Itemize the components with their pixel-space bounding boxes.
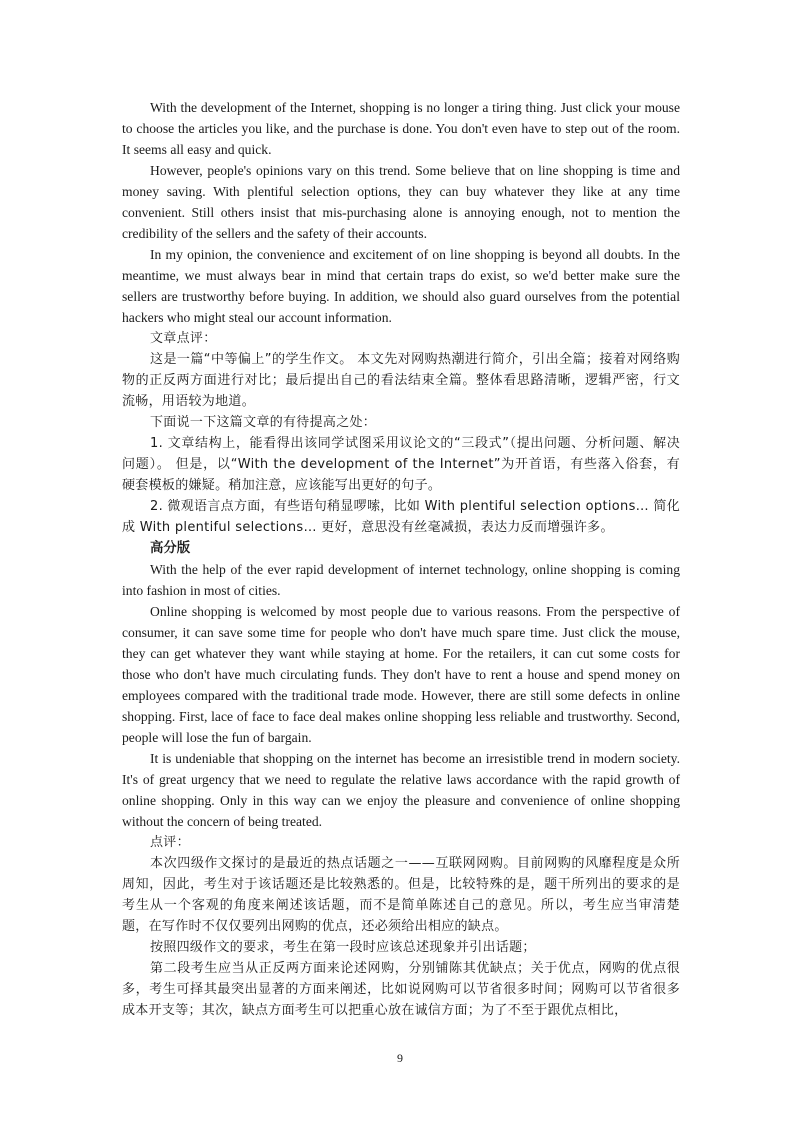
review1-paragraph-4: 2. 微观语言点方面，有些语句稍显啰嗦，比如 With plentiful selection options… 简化成 With plentiful selections… 更好，意思没有丝毫减损，表达力反而增强许多。 — [122, 499, 680, 535]
essay2-paragraph-1: With the help of the ever rapid development of internet technology, online shopping is coming into fashion in most of cities. — [122, 562, 680, 598]
essay2-paragraph-2: Online shopping is welcomed by most people due to various reasons. From the perspective of consumer, it can save some time for people who don't have much spare time. Just click the mouse, they can get whatever they want while staying at home. For the retailers, it can cut some costs for those who don't have much circulating funds. They don't have to rent a house and spend money on employees compared with the traditional trade mode. However, there are still some defects in online shopping. First, lace of face to face deal makes online shopping less reliable and trustworthy. Second, people will lose the fun of bargain. — [122, 604, 680, 745]
essay2-heading: 高分版 — [150, 541, 191, 556]
review1-paragraph-2: 下面说一下这篇文章的有待提高之处： — [150, 415, 377, 430]
document-body — [122, 97, 680, 1021]
essay1-paragraph-3: In my opinion, the convenience and excitement of on line shopping is beyond all doubts. In the meantime, we must always bear in mind that certain traps do exist, so we'd better make sure the sellers are trustworthy before buying. In addition, we should also guard ourselves from the potential hackers who might steal our account information. — [122, 247, 680, 325]
page-number: 9 — [397, 1051, 403, 1065]
review2-paragraph-2: 按照四级作文的要求，考生在第一段时应该总述现象并引出话题； — [150, 940, 536, 955]
review2-paragraph-3: 第二段考生应当从正反两方面来论述网购，分别铺陈其优缺点；关于优点，网购的优点很多，考生可择其最突出显著的方面来阐述，比如说网购可以节省很多时间；网购可以节省很多成本开支等；其次，缺点方面考生可以把重心放在诚信方面；为了不至于跟优点相比， — [122, 961, 680, 1018]
essay1-paragraph-1: With the development of the Internet, shopping is no longer a tiring thing. Just click your mouse to choose the articles you like, and the purchase is done. You don't even have to step out of the room. It seems all easy and quick. — [122, 100, 680, 157]
review2-paragraph-1: 本次四级作文探讨的是最近的热点话题之一——互联网网购。目前网购的风靡程度是众所周知，因此，考生对于该话题还是比较熟悉的。但是，比较特殊的是，题干所列出的要求的是考生从一个客观的角度来阐述该话题，而不是简单陈述自己的意见。所以，考生应当审清楚题，在写作时不仅仅要列出网购的优点，还必须给出相应的缺点。 — [122, 856, 680, 934]
review1-heading: 文章点评： — [150, 331, 217, 346]
essay1-paragraph-2: However, people's opinions vary on this trend. Some believe that on line shopping is time and money saving. With plentiful selection options, they can buy whatever they like at any time convenient. Still others insist that mis-purchasing alone is annoying enough, not to mention the credibility of the sellers and the safety of their accounts. — [122, 163, 680, 241]
essay2-paragraph-3: It is undeniable that shopping on the internet has become an irresistible trend in modern society. It's of great urgency that we need to regulate the relative laws accordance with the rapid growth of online shopping. Only in this way can we enjoy the pleasure and convenience of online shopping without the concern of being treated. — [122, 751, 680, 829]
review1-paragraph-3: 1. 文章结构上，能看得出该同学试图采用议论文的“三段式”（提出问题、分析问题、解决问题）。 但是，以“With the development of the Internet”为开首语，有些落入俗套，有硬套模板的嫌疑。稍加注意，应该能写出更好的句子。 — [122, 436, 680, 493]
review2-heading: 点评： — [150, 835, 190, 850]
review1-paragraph-1: 这是一篇“中等偏上”的学生作文。 本文先对网购热潮进行简介，引出全篇；接着对网络购物的正反两方面进行对比；最后提出自己的看法结束全篇。整体看思路清晰，逻辑严密，行文流畅，用语较为地道。 — [122, 352, 680, 409]
